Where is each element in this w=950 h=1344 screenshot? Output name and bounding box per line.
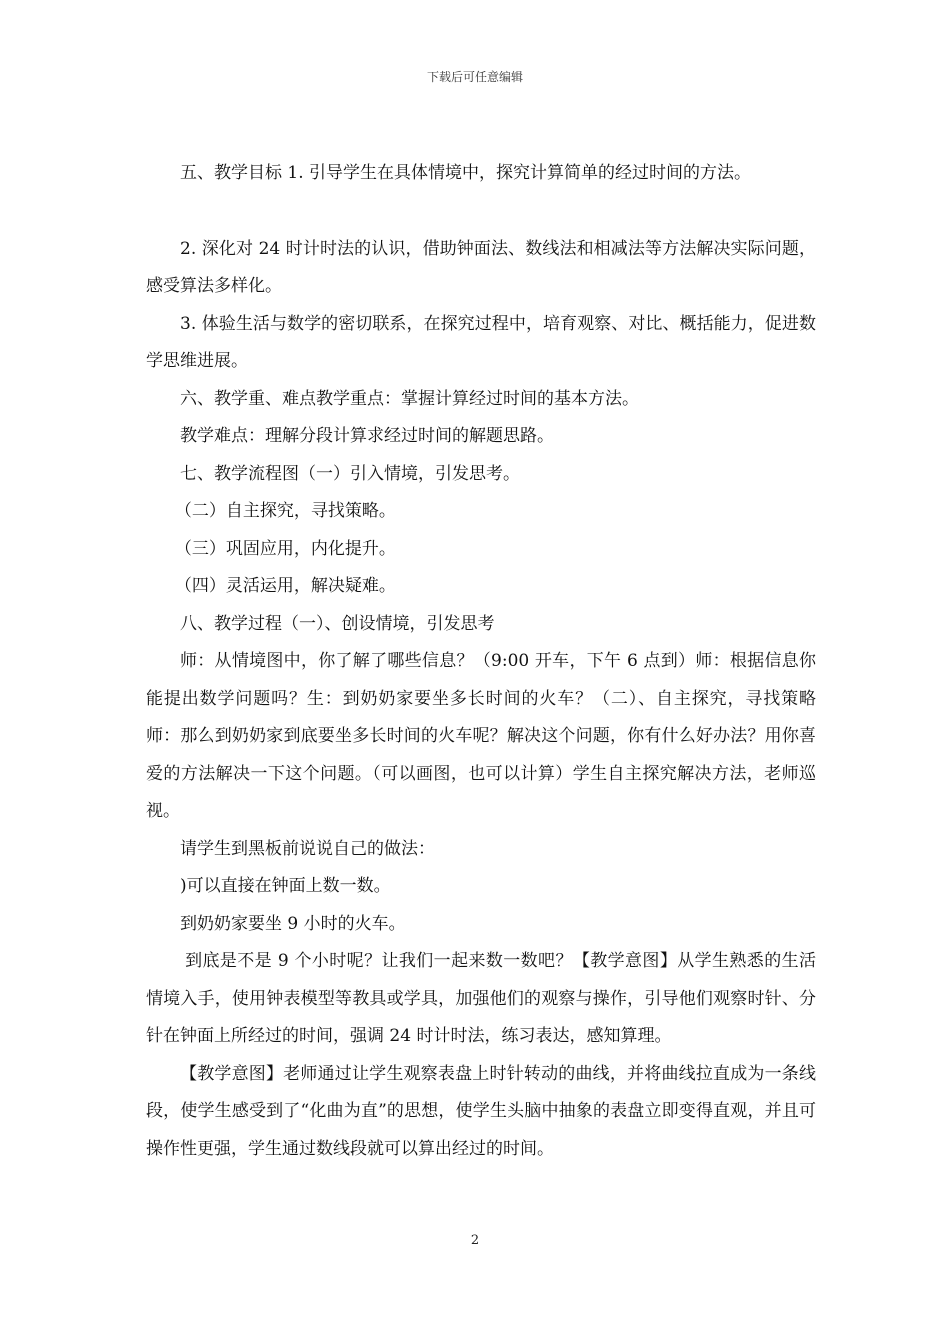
paragraph-clock-count: )可以直接在钟面上数一数。 — [180, 876, 391, 896]
paragraph-flow-3: （三）巩固应用，内化提升。 — [174, 538, 396, 559]
page-header: 下载后可任意编辑 — [426, 70, 523, 84]
paragraph-flow-2: （二）自主探究，寻找策略。 — [174, 501, 396, 521]
paragraph-key-points: 六、教学重、难点教学重点：掌握计算经过时间的基本方法。 — [180, 388, 639, 409]
paragraph-teaching-goal-1: 五、教学目标 1. 引导学生在具体情境中，探究计算简单的经过时间的方法。 — [180, 163, 752, 183]
paragraph-nine-hours: 到奶奶家要坐 9 小时的火车。 — [180, 913, 406, 934]
page-number: 2 — [470, 1233, 480, 1248]
paragraph-difficulty: 教学难点：理解分段计算求经过时间的解题思路。 — [180, 426, 554, 446]
paragraph-teaching-goal-2: 2. 深化对 24 时计时法的认识，借助钟面法、数线法和相减法等方法解决实际问题，感受算法多样化。 — [146, 238, 816, 296]
paragraph-teaching-goal-3: 3. 体验生活与数学的密切联系，在探究过程中，培育观察、对比、概括能力，促进数学思维进展。 — [146, 313, 816, 371]
paragraph-blackboard: 请学生到黑板前说说自己的做法： — [180, 838, 435, 859]
paragraph-process-heading: 八、教学过程（一）、创设情境，引发思考 — [180, 613, 495, 634]
paragraph-intent-1: 到底是不是 9 个小时呢？让我们一起来数一数吧？【教学意图】从学生熟悉的生活情境入手，使用钟表模型等教具或学具，加强他们的观察与操作，引导他们观察时针、分针在钟面上所经过的时间，强调 24 时计时法，练习表达，感知算理。 — [146, 951, 816, 1046]
paragraph-flow-4: （四）灵活运用，解决疑难。 — [174, 576, 396, 596]
paragraph-dialogue: 师：从情境图中，你了解了哪些信息？（9:00 开车，下午 6 点到）师：根据信息你能提出数学问题吗？生：到奶奶家要坐多长时间的火车？（二）、自主探究，寻找策略师：那么到奶奶家到底要坐多长时间的火车呢？解决这个问题，你有什么好办法？用你喜爱的方法解决一下这个问题。（可以画图，也可以计算）学生自主探究解决方法，老师巡视。 — [146, 651, 816, 821]
document-body — [146, 155, 816, 1168]
paragraph-flow-1: 七、教学流程图（一）引入情境，引发思考。 — [180, 463, 520, 484]
paragraph-intent-2: 【教学意图】老师通过让学生观察表盘上时针转动的曲线，并将曲线拉直成为一条线段，使学生感受到了“化曲为直”的思想，使学生头脑中抽象的表盘立即变得直观，并且可操作性更强，学生通过数线段就可以算出经过的时间。 — [146, 1063, 816, 1159]
